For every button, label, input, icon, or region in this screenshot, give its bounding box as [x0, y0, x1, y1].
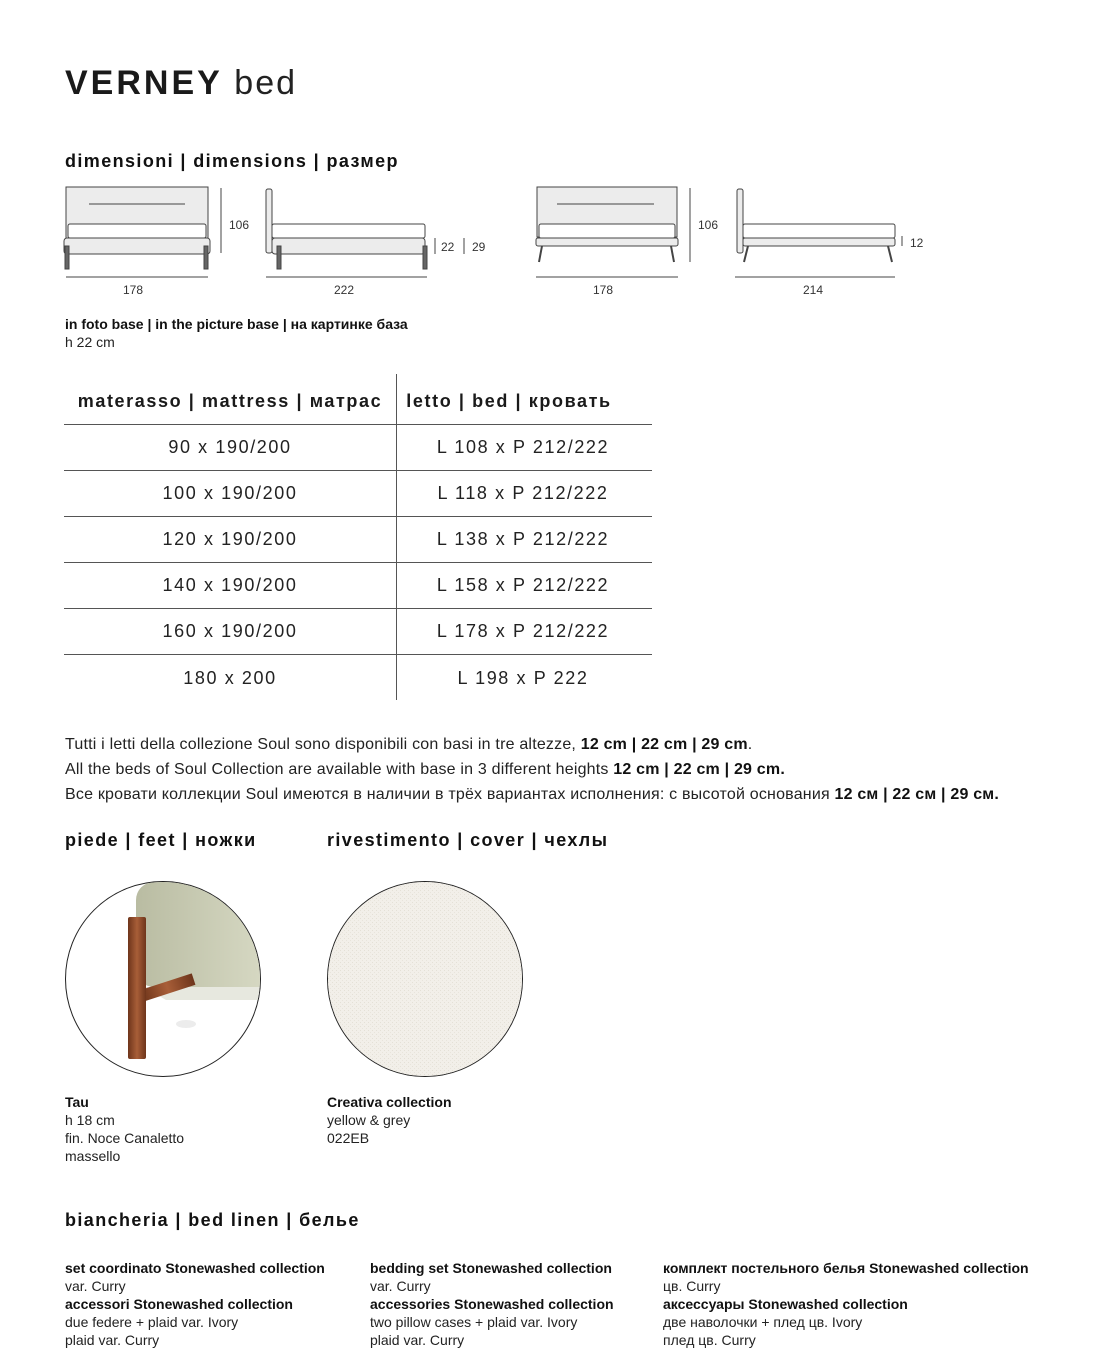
linen-accessories-line: due federe + plaid var. Ivory: [65, 1314, 239, 1330]
feet-material: massello: [65, 1148, 121, 1164]
base-heights-text: [65, 732, 999, 807]
linen-accessories-title: accessories Stonewashed collection: [370, 1296, 614, 1312]
linen-column-it: [65, 1259, 325, 1349]
cell-mattress: 180 x 200: [183, 667, 277, 688]
feet-heading: piede | feet | ножки: [65, 830, 257, 850]
header-bed: letto | bed | кровать: [406, 390, 612, 411]
dim-height-2: 106: [698, 218, 719, 232]
dim-depth-1: 222: [334, 283, 355, 297]
base-note-title: in foto base | in the picture base | на картинке база: [65, 316, 408, 332]
cover-color: yellow & grey: [327, 1112, 411, 1128]
feet-finish: fin. Noce Canaletto: [65, 1130, 185, 1146]
header-mattress: materasso | mattress | матрас: [77, 390, 383, 411]
dim-base-29: 29: [472, 240, 486, 254]
linen-set-variant: var. Curry: [370, 1278, 431, 1294]
cover-name: Creativa collection: [327, 1094, 452, 1110]
leg-front-1b: [204, 246, 208, 269]
dim-width-2: 178: [593, 283, 614, 297]
linen-set-variant: цв. Curry: [663, 1278, 721, 1294]
cell-bed: L 158 x P 212/222: [436, 575, 610, 595]
dim-base-22: 22: [441, 240, 455, 254]
mattress-side-2: [743, 224, 895, 238]
cover-swatch: [327, 881, 523, 1077]
page-title: [65, 64, 297, 103]
cell-bed: L 138 x P 212/222: [436, 529, 610, 549]
cell-bed: L 178 x P 212/222: [436, 621, 610, 641]
linen-set-variant: var. Curry: [65, 1278, 126, 1294]
tau-leg-illustration: [66, 882, 261, 1077]
cover-heading: rivestimento | cover | чехлы: [327, 830, 609, 850]
feet-name: Tau: [65, 1094, 89, 1110]
title-type: bed: [234, 64, 298, 102]
leg-front-1a: [65, 246, 69, 269]
linen-accessories-line: two pillow cases + plaid var. Ivory: [370, 1314, 578, 1330]
linen-accessories-line: две наволочки + плед цв. Ivory: [663, 1314, 863, 1330]
cell-bed: L 108 x P 212/222: [436, 437, 610, 457]
cell-mattress: 120 x 190/200: [162, 529, 298, 549]
cell-bed: L 118 x P 212/222: [437, 483, 609, 503]
size-table: [64, 374, 652, 701]
base-note-value: h 22 cm: [65, 334, 115, 350]
table-row: [64, 609, 652, 655]
feet-swatch: [65, 881, 261, 1077]
cover-code: 022EB: [327, 1130, 370, 1146]
dimensions-heading: dimensioni | dimensions | размер: [65, 151, 399, 171]
title-product: VERNEY: [65, 64, 223, 102]
headboard-side-1: [266, 189, 272, 253]
mattress-front-1: [68, 224, 206, 238]
paragraph-it: Tutti i letti della collezione Soul sono disponibili con basi in tre altezze, 12 cm | 22 cm | 29 cm.: [65, 736, 753, 753]
mattress-side-1: [272, 224, 425, 238]
cell-mattress: 140 x 190/200: [162, 575, 298, 595]
headboard-side-2: [737, 189, 743, 253]
table-row: [64, 425, 652, 471]
base-note: [65, 315, 408, 351]
dim-depth-2: 214: [803, 283, 824, 297]
linen-column-ru: [663, 1259, 1029, 1349]
linen-set-title: bedding set Stonewashed collection: [370, 1260, 612, 1276]
cell-bed: L 198 x P 222: [457, 667, 589, 688]
table-header: [64, 374, 652, 425]
table-row: [64, 563, 652, 609]
mattress-front-2: [539, 224, 675, 238]
linen-heading: biancheria | bed linen | белье: [65, 1210, 360, 1230]
paragraph-ru: Все кровати коллекции Soul имеются в наличии в трёх вариантах исполнения: с высотой основания 12 см | 22 см | 29 см.: [65, 786, 999, 803]
linen-plaid-line: plaid var. Curry: [65, 1332, 160, 1348]
cell-mattress: 90 x 190/200: [168, 437, 292, 457]
linen-column-en: [370, 1259, 614, 1349]
cell-mattress: 160 x 190/200: [162, 621, 298, 641]
fabric-texture: [328, 882, 523, 1077]
dim-height-1: 106: [229, 218, 250, 232]
table-row: [64, 655, 652, 701]
cover-caption: [327, 1093, 452, 1147]
cell-mattress: 100 x 190/200: [162, 483, 298, 503]
dim-base-12: 12: [910, 236, 924, 250]
linen-accessories-title: аксессуары Stonewashed collection: [663, 1296, 908, 1312]
linen-plaid-line: плед цв. Curry: [663, 1332, 756, 1348]
feet-caption: [65, 1093, 184, 1165]
table-row: [64, 471, 652, 517]
linen-accessories-title: accessori Stonewashed collection: [65, 1296, 293, 1312]
dim-width-1: 178: [123, 283, 144, 297]
linen-plaid-line: plaid var. Curry: [370, 1332, 465, 1348]
table-row: [64, 517, 652, 563]
feet-height: h 18 cm: [65, 1112, 115, 1128]
linen-set-title: комплект постельного белья Stonewashed collection: [663, 1260, 1029, 1276]
table-divider: [396, 374, 397, 700]
bed-dimension-drawings: [60, 180, 940, 280]
paragraph-en: All the beds of Soul Collection are available with base in 3 different heights 12 cm | 22 cm | 29 cm.: [65, 761, 785, 778]
linen-set-title: set coordinato Stonewashed collection: [65, 1260, 325, 1276]
